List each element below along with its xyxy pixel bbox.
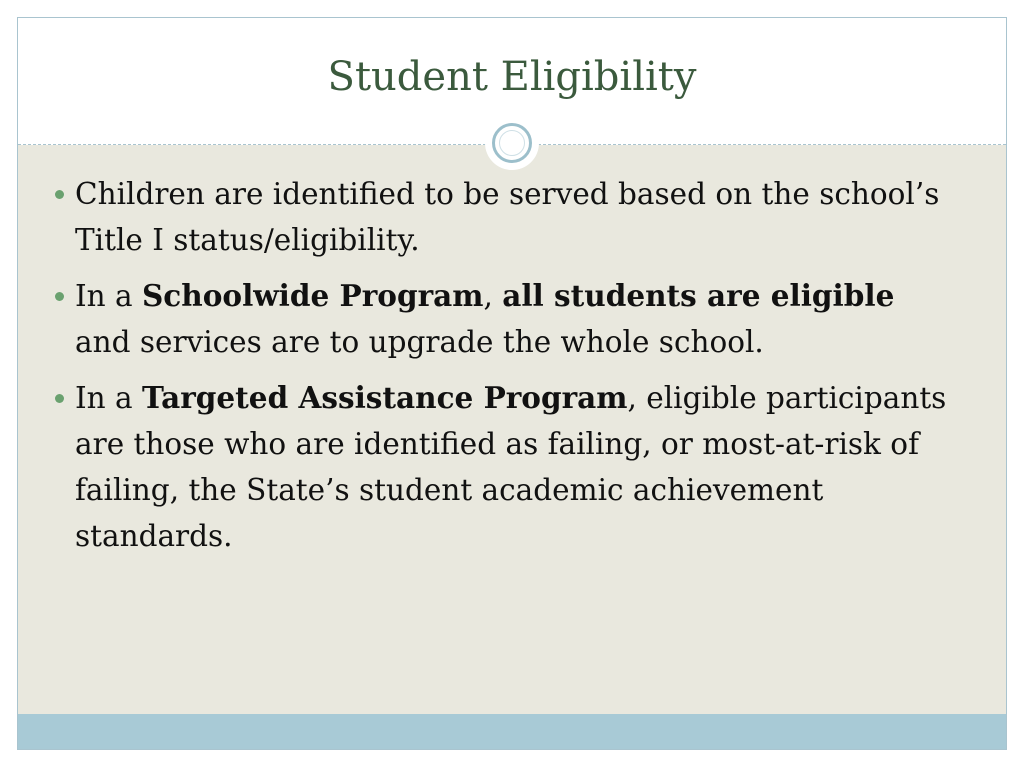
bullet-emphasis: Schoolwide Program <box>142 278 484 313</box>
ring-inner <box>492 123 532 163</box>
bullet-list <box>55 171 955 569</box>
bullet-text: In a <box>75 381 142 415</box>
bullet-item <box>55 375 955 559</box>
ring-ornament-icon <box>485 116 539 170</box>
bullet-text: , eligible participants are those who are identified as failing, or most-at-risk of failing, the State’s student academic achievement standards. <box>75 381 947 553</box>
bullet-emphasis: Targeted Assistance Program <box>142 380 628 415</box>
bullet-text: , <box>483 279 503 313</box>
footer-bar <box>18 714 1006 749</box>
bullet-text: and services are to upgrade the whole school. <box>75 325 764 359</box>
bullet-dot-icon <box>55 190 64 199</box>
bullet-dot-icon <box>55 292 64 301</box>
bullet-dot-icon <box>55 394 64 403</box>
bullet-emphasis: all students are eligible <box>502 278 895 313</box>
slide-title: Student Eligibility <box>327 54 697 100</box>
bullet-item <box>55 171 955 263</box>
bullet-item <box>55 273 955 365</box>
bullet-text: Children are identified to be served based on the school’s Title I status/eligibility. <box>75 177 940 257</box>
bullet-text: In a <box>75 279 142 313</box>
